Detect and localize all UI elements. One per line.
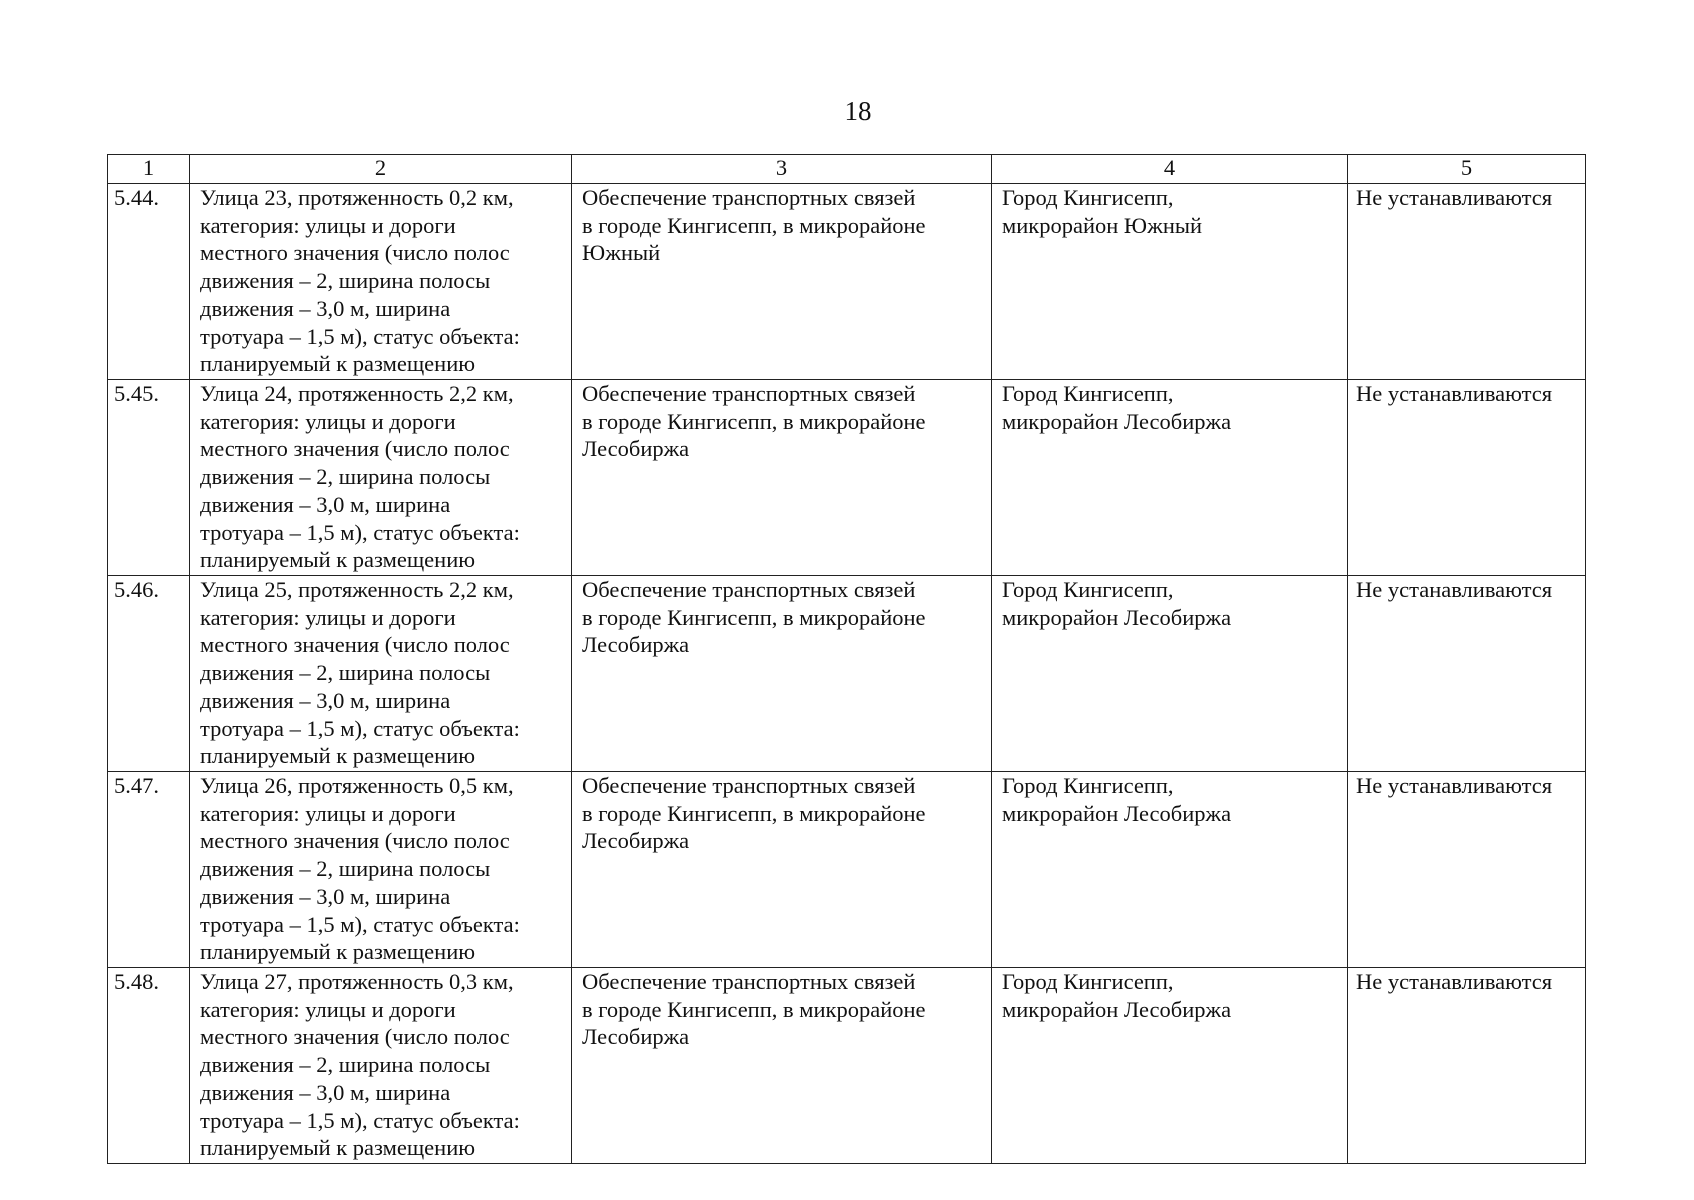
objects-table	[107, 154, 1586, 1164]
header-cell-4: 4	[992, 155, 1348, 184]
page-number: 18	[844, 96, 872, 126]
header-cell-1: 1	[108, 155, 190, 184]
header-cell-2: 2	[190, 155, 572, 184]
row-number: 5.46.	[108, 576, 190, 772]
object-location: Город Кингисепп, микрорайон Южный	[992, 184, 1348, 380]
object-description: Улица 25, протяженность 2,2 км, категория: улицы и дороги местного значения (число полос движения – 2, ширина полосы движения – 3,0 м, ширина тротуара – 1,5 м), статус объекта: планируемый к размещению	[190, 576, 572, 772]
object-purpose: Обеспечение транспортных связей в городе Кингисепп, в микрорайоне Лесобиржа	[572, 968, 992, 1164]
object-requirements: Не устанавливаются	[1348, 576, 1586, 772]
object-purpose: Обеспечение транспортных связей в городе Кингисепп, в микрорайоне Лесобиржа	[572, 576, 992, 772]
object-requirements: Не устанавливаются	[1348, 772, 1586, 968]
object-purpose: Обеспечение транспортных связей в городе Кингисепп, в микрорайоне Лесобиржа	[572, 772, 992, 968]
table-row	[108, 968, 1586, 1164]
object-location: Город Кингисепп, микрорайон Лесобиржа	[992, 380, 1348, 576]
object-requirements: Не устанавливаются	[1348, 380, 1586, 576]
table-row	[108, 576, 1586, 772]
object-purpose: Обеспечение транспортных связей в городе Кингисепп, в микрорайоне Южный	[572, 184, 992, 380]
object-location: Город Кингисепп, микрорайон Лесобиржа	[992, 772, 1348, 968]
table-row	[108, 184, 1586, 380]
row-number: 5.44.	[108, 184, 190, 380]
object-purpose: Обеспечение транспортных связей в городе Кингисепп, в микрорайоне Лесобиржа	[572, 380, 992, 576]
table-row	[108, 772, 1586, 968]
object-requirements: Не устанавливаются	[1348, 184, 1586, 380]
table-body	[108, 184, 1586, 1164]
object-description: Улица 27, протяженность 0,3 км, категория: улицы и дороги местного значения (число полос движения – 2, ширина полосы движения – 3,0 м, ширина тротуара – 1,5 м), статус объекта: планируемый к размещению	[190, 968, 572, 1164]
object-location: Город Кингисепп, микрорайон Лесобиржа	[992, 576, 1348, 772]
header-cell-3: 3	[572, 155, 992, 184]
row-number: 5.47.	[108, 772, 190, 968]
table-header	[108, 155, 1586, 184]
row-number: 5.48.	[108, 968, 190, 1164]
object-description: Улица 23, протяженность 0,2 км, категория: улицы и дороги местного значения (число полос движения – 2, ширина полосы движения – 3,0 м, ширина тротуара – 1,5 м), статус объекта: планируемый к размещению	[190, 184, 572, 380]
header-cell-5: 5	[1348, 155, 1586, 184]
object-description: Улица 26, протяженность 0,5 км, категория: улицы и дороги местного значения (число полос движения – 2, ширина полосы движения – 3,0 м, ширина тротуара – 1,5 м), статус объекта: планируемый к размещению	[190, 772, 572, 968]
object-location: Город Кингисепп, микрорайон Лесобиржа	[992, 968, 1348, 1164]
table-row	[108, 380, 1586, 576]
object-description: Улица 24, протяженность 2,2 км, категория: улицы и дороги местного значения (число полос движения – 2, ширина полосы движения – 3,0 м, ширина тротуара – 1,5 м), статус объекта: планируемый к размещению	[190, 380, 572, 576]
row-number: 5.45.	[108, 380, 190, 576]
object-requirements: Не устанавливаются	[1348, 968, 1586, 1164]
header-row	[108, 155, 1586, 184]
